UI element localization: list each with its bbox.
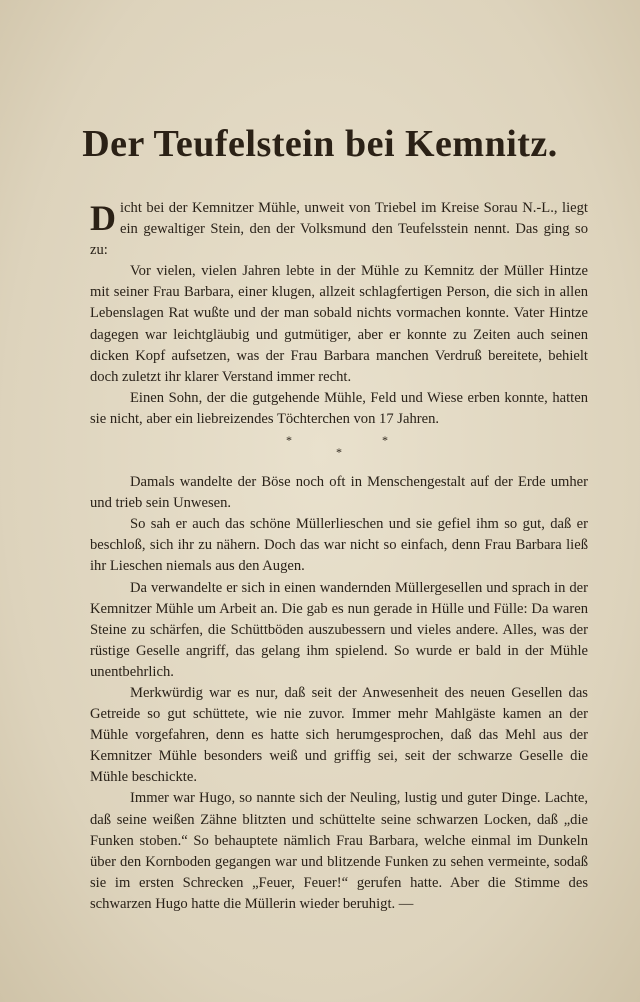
page-title: Der Teufelstein bei Kemnitz. [82, 123, 558, 165]
paragraph-1 [90, 198, 588, 261]
drop-cap: D [90, 198, 116, 238]
paragraph-2: Vor vielen, vielen Jahren lebte in der Mühle zu Kemnitz der Müller Hintze mit seiner Frau Barbara, einer klugen, allzeit schlagfertigen Person, die sich in allen Lebenslagen Rat wußte und der man sobald nichts vormachen konnte. Vater Hintze dagegen war leichtgläubig und gutmütiger, aber er konnte zu Zeiten auch seinen dicken Kopf aufsetzen, was der Frau Barbara manchen Verdruß bereitete, behielt doch zuletzt ihr klarer Verstand immer recht. [90, 263, 588, 385]
paragraph-6: Da verwandelte er sich in einen wandernden Müllergesellen und sprach in der Kemnitzer Mühle um Arbeit an. Die gab es nun gerade in Hülle und Fülle: Da waren Steine zu schärfen, die Schüttböden auszubessern und vieles andere. Alles, was der rüstige Geselle angriff, das gelang ihm spielend. So wurde er bald in der Mühle unentbehrlich. [90, 579, 588, 680]
separator-star: * [336, 445, 342, 460]
paragraph-5: So sah er auch das schöne Müllerlieschen und sie gefiel ihm so gut, daß er beschloß, sich ihr zu nähern. Doch das war nicht so einfach, denn Frau Barbara ließ ihr Lieschen niemals aus den Augen. [90, 516, 588, 575]
paragraph-1-text: icht bei der Kemnitzer Mühle, unweit von Triebel im Kreise Sorau N.-L., liegt ein gewaltiger Stein, den der Volksmund den Teufelsstein nennt. Das ging so zu: [90, 200, 588, 259]
body-text [90, 198, 588, 915]
separator-star: * [286, 433, 292, 448]
paragraph-8: Immer war Hugo, so nannte sich der Neuling, lustig und guter Dinge. Lachte, daß seine weißen Zähne blitzten und schüttelte seine schwarzen Locken, daß „die Funken stoben.“ So behauptete nämlich Frau Barbara, welche einmal im Dunkeln über den Kornboden gegangen war und blitzende Funken zu sehen vermeinte, sodaß sie im ersten Schrecken „Feuer, Feuer!“ gerufen hatte. Aber die Stimme des schwarzen Hugo hatte die Müllerin wieder beruhigt. — [90, 790, 588, 912]
separator-star: * [382, 433, 388, 448]
paragraph-3: Einen Sohn, der die gutgehende Mühle, Feld und Wiese erben konnte, hatten sie nicht, aber ein liebreizendes Töchterchen von 17 Jahren. [90, 389, 588, 427]
paragraph-4: Damals wandelte der Böse noch oft in Menschengestalt auf der Erde umher und trieb sein Unwesen. [90, 474, 588, 512]
section-separator [90, 430, 588, 472]
paragraph-7: Merkwürdig war es nur, daß seit der Anwesenheit des neuen Gesellen das Getreide so gut schüttete, wie nie zuvor. Immer mehr Mahlgäste kamen an der Mühle vorgefahren, denn es hatte sich herumgesprochen, daß das Mehl aus der Kemnitzer Mühle besonders weiß und griffig sei, seit der schwarze Geselle die Mühle beschickte. [90, 684, 588, 786]
